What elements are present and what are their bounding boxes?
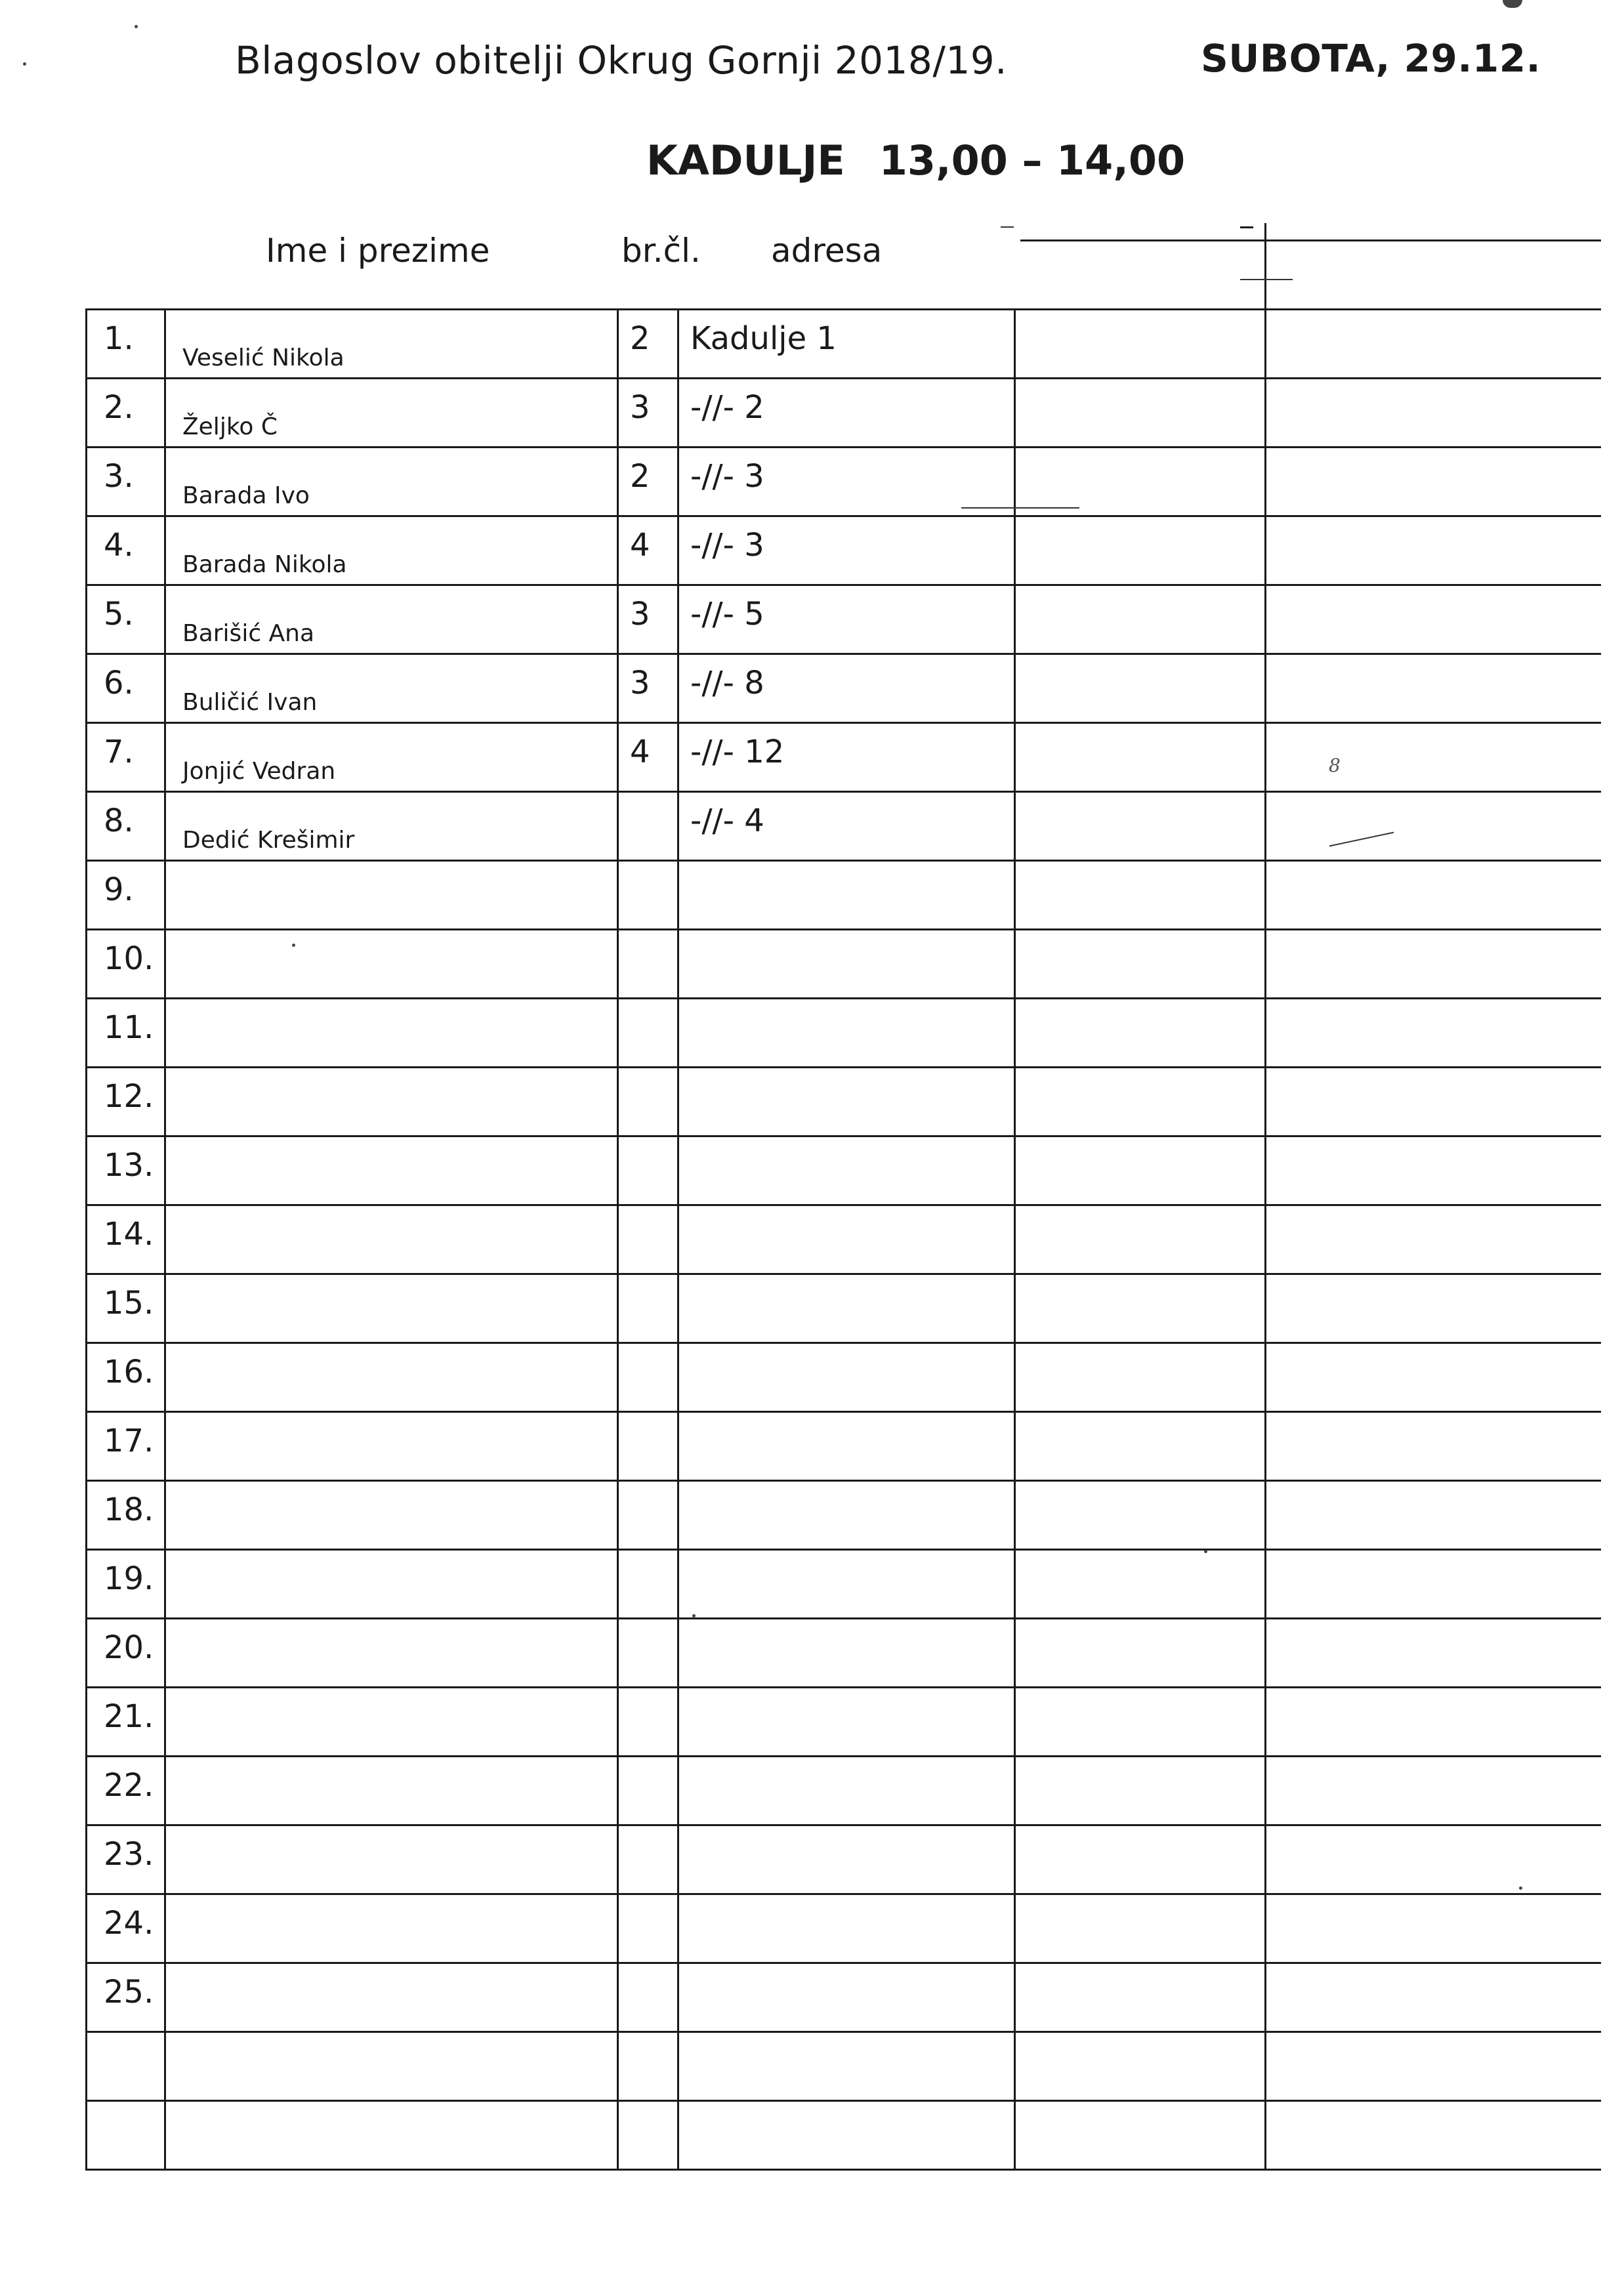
- table-row-line: [85, 1342, 1601, 1344]
- table-row-line: [85, 1824, 1601, 1826]
- row-number: 19.: [104, 1560, 154, 1597]
- pen-mark: [1240, 279, 1293, 280]
- table-column-line: [617, 308, 619, 2169]
- table-column-line: [1264, 308, 1266, 2169]
- table-row-line: [85, 1617, 1601, 1619]
- table-row-line: [85, 446, 1601, 448]
- scan-speck: [135, 25, 138, 28]
- row-number: 8.: [104, 802, 134, 839]
- scan-speck: [1519, 1886, 1522, 1890]
- row-number: 12.: [104, 1078, 154, 1115]
- table-row-line: [85, 1686, 1601, 1688]
- household-name: Barada Nikola: [182, 551, 347, 578]
- household-name: Veselić Nikola: [182, 344, 344, 371]
- row-number: 10.: [104, 940, 154, 977]
- table-row-line: [85, 1066, 1601, 1068]
- household-name: Jonjić Vedran: [182, 758, 336, 785]
- household-name: Željko Č: [182, 413, 278, 440]
- household-address: -//- 3: [690, 458, 764, 495]
- member-count: 3: [630, 596, 650, 633]
- table-row-line: [85, 308, 1601, 310]
- column-header-count: br.čl.: [621, 232, 701, 270]
- table-column-line: [1014, 308, 1016, 2169]
- row-number: 16.: [104, 1354, 154, 1390]
- table-column-line: [677, 308, 679, 2169]
- margin-note: 8: [1329, 755, 1341, 776]
- household-name: Dedić Krešimir: [182, 827, 355, 854]
- header-rule: [1020, 240, 1601, 241]
- table-row-line: [85, 860, 1601, 862]
- row-number: 14.: [104, 1216, 154, 1253]
- row-number: 9.: [104, 871, 134, 908]
- table-row-line: [85, 2031, 1601, 2033]
- household-address: -//- 4: [690, 802, 764, 839]
- row-number: 17.: [104, 1423, 154, 1459]
- row-number: 1.: [104, 320, 134, 357]
- table-column-line: [164, 308, 166, 2169]
- table-row-line: [85, 1204, 1601, 1206]
- column-header-name: Ime i prezime: [266, 232, 490, 270]
- table-row-line: [85, 2100, 1601, 2102]
- pen-mark: [1001, 226, 1014, 228]
- table-row-line: [85, 1549, 1601, 1551]
- household-address: -//- 2: [690, 389, 764, 426]
- row-number: 2.: [104, 389, 134, 426]
- member-count: 4: [630, 527, 650, 564]
- household-name: Barišić Ana: [182, 620, 315, 647]
- row-number: 6.: [104, 665, 134, 701]
- table-row-line: [85, 1273, 1601, 1275]
- table-row-line: [85, 653, 1601, 655]
- household-address: -//- 3: [690, 527, 764, 564]
- member-count: 4: [630, 734, 650, 770]
- row-number: 22.: [104, 1767, 154, 1804]
- document-date: SUBOTA, 29.12.: [1201, 36, 1541, 81]
- row-number: 18.: [104, 1491, 154, 1528]
- household-name: Buličić Ivan: [182, 689, 318, 716]
- table-column-line: [85, 308, 87, 2169]
- table-row-line: [85, 928, 1601, 930]
- table-row-line: [85, 584, 1601, 586]
- table-row-line: [85, 515, 1601, 517]
- pen-mark: [961, 507, 1079, 509]
- table-row-line: [85, 1962, 1601, 1964]
- document-title: Blagoslov obitelji Okrug Gornji 2018/19.: [235, 38, 1008, 83]
- scan-speck: [292, 944, 295, 947]
- table-row-line: [85, 2169, 1601, 2171]
- row-number: 11.: [104, 1009, 154, 1046]
- household-address: Kadulje 1: [690, 320, 837, 357]
- member-count: 2: [630, 458, 650, 495]
- row-number: 24.: [104, 1905, 154, 1942]
- row-number: 4.: [104, 527, 134, 564]
- row-number: 7.: [104, 734, 134, 770]
- pen-mark: [1329, 832, 1394, 847]
- scan-speck: [1204, 1550, 1207, 1553]
- table-row-line: [85, 722, 1601, 724]
- household-name: Barada Ivo: [182, 482, 310, 509]
- row-number: 15.: [104, 1285, 154, 1322]
- location-time-heading: [646, 136, 1185, 184]
- table-row-line: [85, 1411, 1601, 1413]
- table-row-line: [85, 1893, 1601, 1895]
- header-rule: [1264, 223, 1266, 308]
- member-count: 3: [630, 665, 650, 701]
- table-row-line: [85, 1135, 1601, 1137]
- household-address: -//- 12: [690, 734, 785, 770]
- household-address: -//- 5: [690, 596, 764, 633]
- row-number: 5.: [104, 596, 134, 633]
- member-count: 2: [630, 320, 650, 357]
- table-row-line: [85, 1480, 1601, 1482]
- scan-speck: [23, 62, 26, 66]
- scan-speck: [692, 1614, 696, 1617]
- column-header-address: adresa: [771, 232, 883, 270]
- scan-speck: [1503, 0, 1522, 8]
- row-number: 25.: [104, 1974, 154, 2011]
- row-number: 3.: [104, 458, 134, 495]
- row-number: 21.: [104, 1698, 154, 1735]
- header-rule: [1240, 226, 1253, 228]
- row-number: 23.: [104, 1836, 154, 1873]
- table-row-line: [85, 377, 1601, 379]
- row-number: 13.: [104, 1147, 154, 1184]
- table-row-line: [85, 791, 1601, 793]
- time-range: 13,00 – 14,00: [879, 136, 1186, 184]
- table-row-line: [85, 1755, 1601, 1757]
- table-row-line: [85, 997, 1601, 999]
- member-count: 3: [630, 389, 650, 426]
- household-address: -//- 8: [690, 665, 764, 701]
- row-number: 20.: [104, 1629, 154, 1666]
- location-name: KADULJE: [646, 136, 845, 184]
